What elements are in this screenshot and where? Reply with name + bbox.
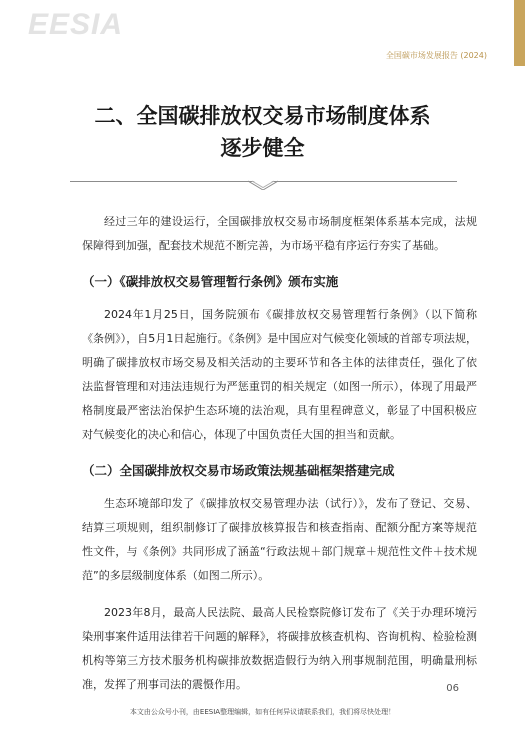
footer-note: 本文由公众号小刊，由EESIA整理编辑，如有任何异议请联系我们，我们将尽快处理！ (129, 708, 396, 716)
intro-paragraph: 经过三年的建设运行，全国碳排放权交易市场制度框架体系基本完成，法规保障得到加强，配套技术规范不断完善，为市场平稳有序运行夯实了基础。 (82, 215, 477, 252)
page-title (0, 100, 525, 164)
page-number: 06 (446, 683, 459, 694)
section-1-paragraph: 2024年1月25日，国务院颁布《碳排放权交易管理暂行条例》（以下简称《条例》），自5月1日起施行。《条例》是中国应对气候变化领域的首部专项法规，明确了碳排放权市场交易及相关活动的主要环节和各主体的法律责任，强化了依法监督管理和对违法违规行为严惩重罚的相关规定（如图一所示），体现了用最严格制度最严密法治保护生态环境的法治观，具有里程碑意义，彰显了中国积极应对气候变化的决心和信心，体现了中国负责任大国的担当和贡献。 (82, 308, 477, 441)
main-content (82, 210, 477, 710)
corner-accent (514, 0, 525, 66)
section-2-paragraph-2: 2023年8月，最高人民法院、最高人民检察院修订发布了《关于办理环境污染刑事案件适用法律若干问题的解释》，将碳排放核查机构、咨询机构、检验检测机构等第三方技术服务机构碳排放数据造假行为纳入刑事规制范围，明确量刑标准，发挥了刑事司法的震慑作用。 (82, 606, 477, 691)
title-line-1: 二、全国碳排放权交易市场制度体系 (94, 103, 431, 128)
section-2-heading: （二）全国碳排放权交易市场政策法规基础框架搭建完成 (82, 463, 395, 478)
eesia-logo: EESIA (28, 8, 124, 41)
report-tag: 全国碳市场发展报告 (2024) (385, 51, 487, 60)
section-1-heading: （一）《碳排放权交易管理暂行条例》颁布实施 (82, 274, 339, 289)
chevron-down-icon (248, 177, 278, 190)
section-2-paragraph-1: 生态环境部印发了《碳排放权交易管理办法（试行）》，发布了登记、交易、结算三项规则，组织制修订了碳排放核算报告和核查指南、配额分配方案等规范性文件，与《条例》共同形成了涵盖“行政法规＋部门规章＋规范性文件＋技术规范”的多层级制度体系（如图二所示）。 (82, 497, 477, 582)
title-line-2: 逐步健全 (220, 135, 305, 160)
